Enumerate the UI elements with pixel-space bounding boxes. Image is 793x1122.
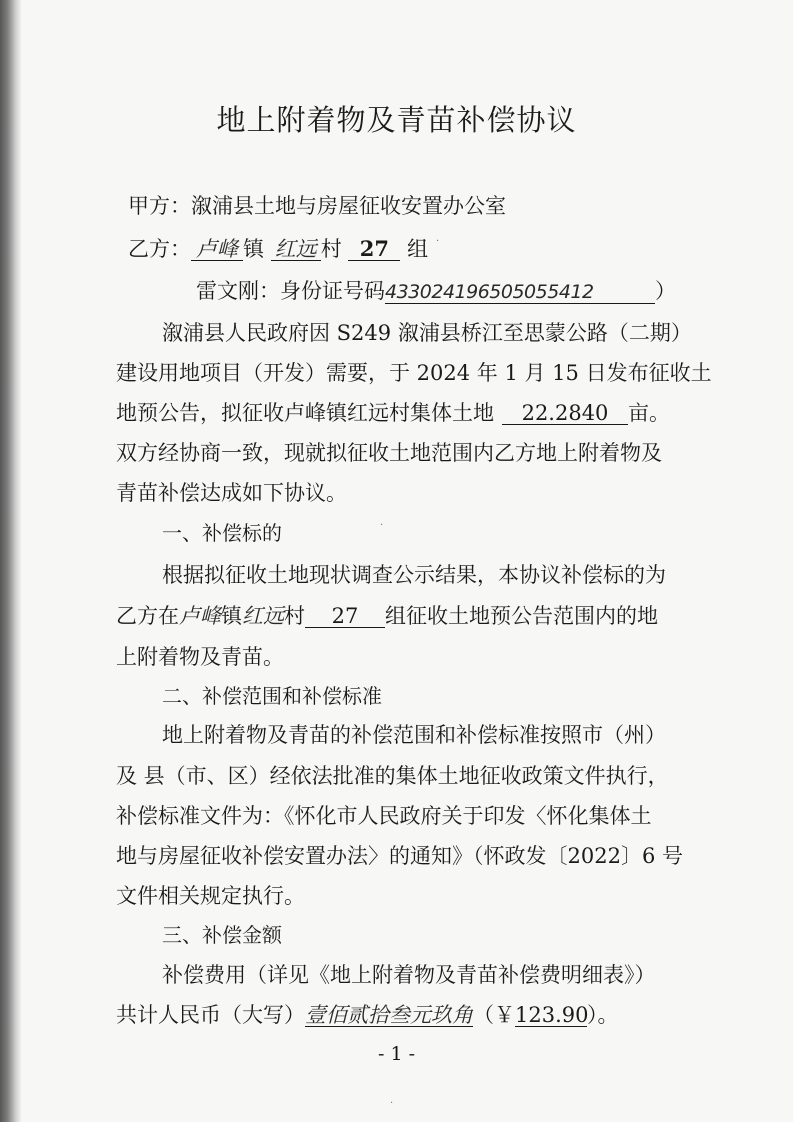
intro-line-2: 建设用地项目（开发）需要，于 2024 年 1 月 15 日发布征收土 xyxy=(116,361,712,385)
intro-line-3 xyxy=(116,400,670,426)
id-number-label: 身份证号码 xyxy=(280,279,385,303)
party-b-label: 乙方： xyxy=(128,237,191,261)
document-title: 地上附着物及青苗补偿协议 xyxy=(216,103,577,137)
section-1-prefix: 乙方在 xyxy=(116,604,179,628)
party-a-line xyxy=(128,193,506,219)
amount-value: 123.90 xyxy=(515,1003,589,1027)
section-1-line-3: 上附着物及青苗。 xyxy=(116,645,284,669)
representative-line xyxy=(196,278,676,304)
intro-line-1: 溆浦县人民政府因 S249 溆浦县桥江至思蒙公路（二期） xyxy=(162,321,692,345)
scan-edge-shadow xyxy=(0,0,22,1122)
section-1-township: 卢峰 xyxy=(179,604,221,628)
scan-speck: · xyxy=(390,1098,394,1109)
section-1-line-2 xyxy=(116,603,658,629)
section-3-line-1: 补偿费用（详见《地上附着物及青苗补偿费明细表》） xyxy=(162,963,656,987)
land-area-value: 22.2840 xyxy=(502,402,628,425)
amount-in-words: 壹佰贰拾叁元玖角 xyxy=(305,1003,473,1027)
section-1-group-number: 27 xyxy=(305,605,385,628)
scan-speck: · xyxy=(436,236,440,247)
intro-line-4: 双方经协商一致，现就拟征收土地范围内乙方地上附着物及 xyxy=(116,441,662,465)
land-area-unit: 亩。 xyxy=(628,401,670,425)
intro-line-5: 青苗补偿达成如下协议。 xyxy=(116,481,347,505)
section-2-line-3: 补偿标准文件为：《怀化市人民政府关于印发〈怀化集体土 xyxy=(116,804,652,828)
section-1-line-1: 根据拟征收土地现状调查公示结果，本协议补偿标的为 xyxy=(162,563,666,587)
section-2-line-4: 地与房屋征收补偿安置办法〉的通知》（怀政发〔2022〕6 号 xyxy=(116,844,683,868)
page-number: - 1 - xyxy=(377,1043,415,1065)
representative-close: ） xyxy=(655,279,676,303)
amount-close: ）。 xyxy=(587,1003,619,1027)
party-b-village-suffix: 村 xyxy=(320,237,342,261)
party-b-group-suffix: 组 xyxy=(407,237,429,261)
section-1-village: 红远 xyxy=(242,604,284,628)
section-2-line-2: 及 县（市、区）经依法批准的集体土地征收政策文件执行， xyxy=(116,764,669,788)
party-b-village: 红远 xyxy=(271,238,321,261)
section-1-suffix: 组征收土地预公告范围内的地 xyxy=(385,604,658,628)
party-b-line xyxy=(128,236,428,262)
party-b-group-number: 27 xyxy=(348,238,400,261)
intro-line-3-text: 地预公告，拟征收卢峰镇红远村集体土地 xyxy=(116,401,494,425)
id-number: 433024196505055412 xyxy=(385,281,655,304)
section-2-line-1: 地上附着物及青苗的补偿范围和补偿标准按照市（州） xyxy=(162,723,666,747)
party-b-township-suffix: 镇 xyxy=(243,237,264,261)
section-1-township-suffix: 镇 xyxy=(221,604,242,628)
party-a-label: 甲方： xyxy=(128,194,191,218)
section-3-line-2 xyxy=(116,1002,619,1028)
scan-speck: · xyxy=(380,520,384,531)
section-3-heading: 三、补偿金额 xyxy=(162,923,282,947)
representative-name: 雷文刚： xyxy=(196,279,280,303)
amount-open: （￥ xyxy=(473,1003,515,1027)
section-3-prefix: 共计人民币（大写） xyxy=(116,1003,305,1027)
party-a-name: 溆浦县土地与房屋征收安置办公室 xyxy=(191,194,506,218)
section-2-heading: 二、补偿范围和补偿标准 xyxy=(162,684,382,708)
party-b-township: 卢峰 xyxy=(191,238,243,261)
section-2-line-5: 文件相关规定执行。 xyxy=(116,884,305,908)
section-1-village-suffix: 村 xyxy=(284,604,305,628)
section-1-heading: 一、补偿标的 xyxy=(162,521,282,545)
